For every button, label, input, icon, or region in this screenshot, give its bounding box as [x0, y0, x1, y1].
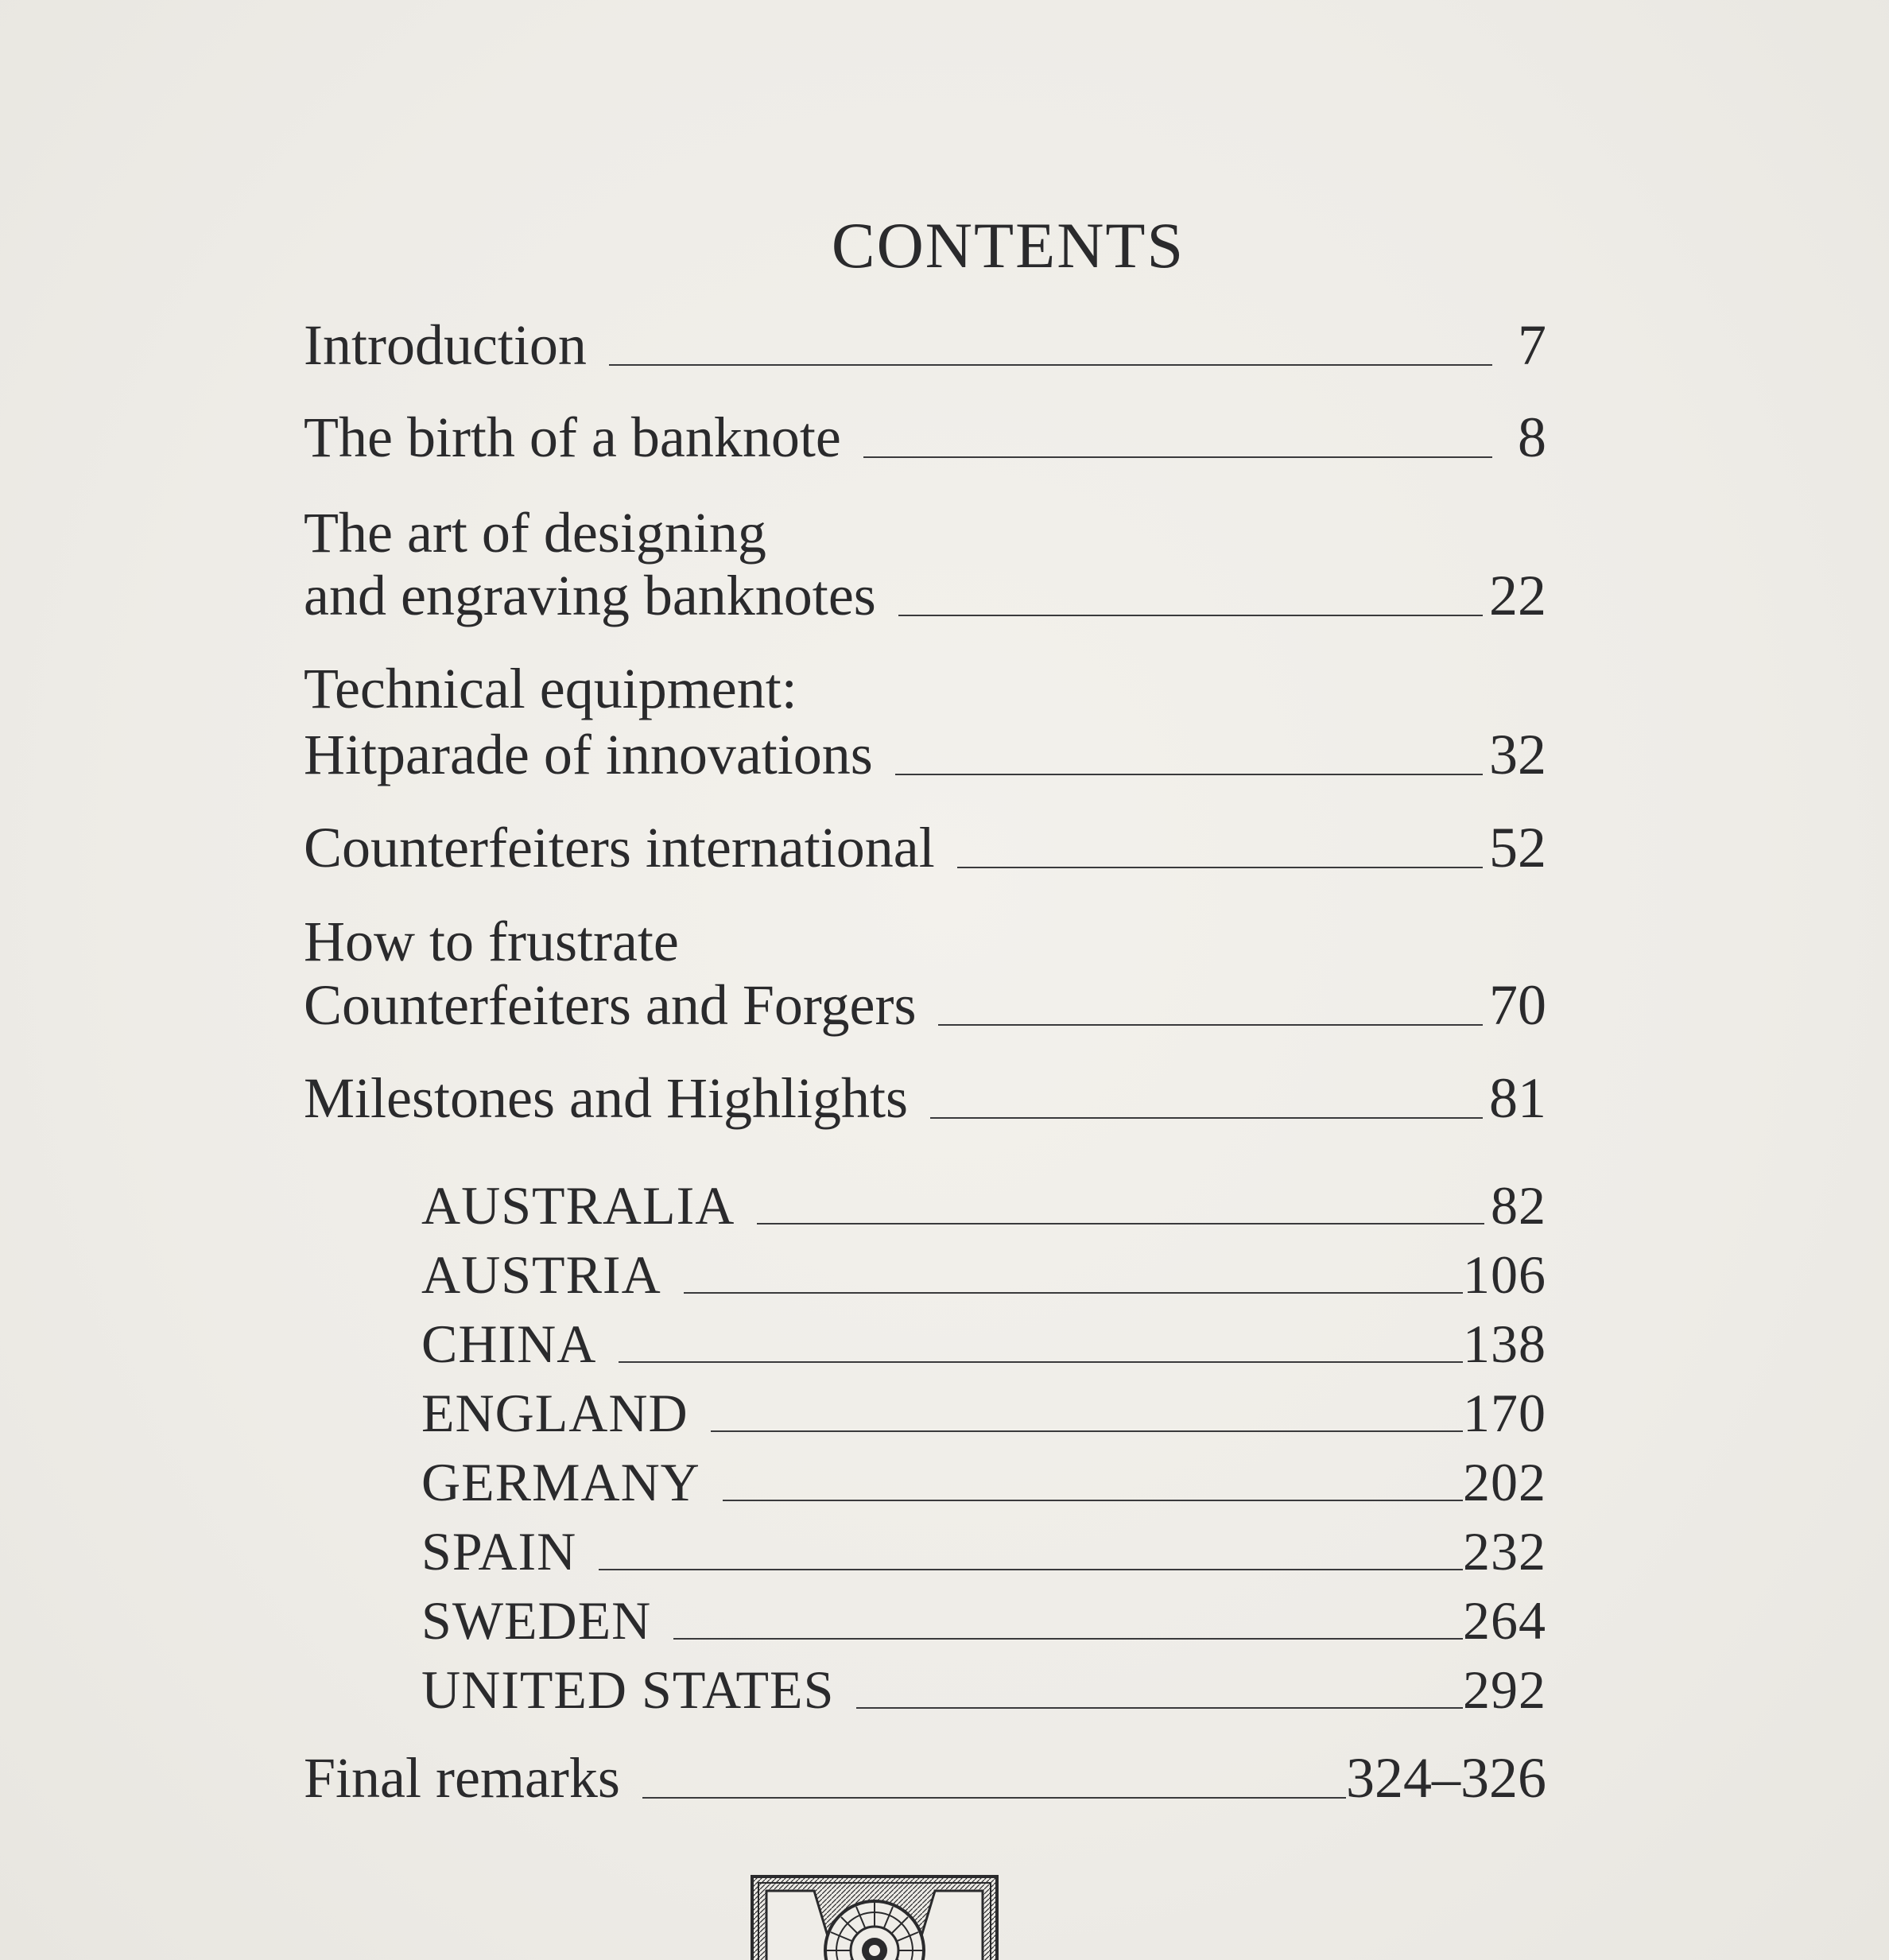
toc-subentry-label: UNITED STATES — [421, 1659, 835, 1720]
rosette-ornament-icon — [751, 1875, 999, 1960]
toc-entry-milestones[interactable] — [304, 1066, 1546, 1130]
toc-entry-page: 324–326 — [1346, 1746, 1546, 1810]
toc-subentry-label: AUSTRALIA — [421, 1175, 735, 1236]
leader-line — [684, 1292, 1463, 1294]
toc-entry-page: 8 — [1518, 406, 1546, 469]
toc-entry-label-line1: The art of designing — [304, 501, 766, 565]
leader-line — [898, 615, 1483, 616]
toc-subentry-page: 292 — [1463, 1659, 1546, 1720]
toc-entry-page: 81 — [1489, 1066, 1546, 1130]
toc-entry-page: 32 — [1489, 723, 1546, 786]
leader-line — [957, 867, 1483, 868]
toc-subentry-label: CHINA — [421, 1314, 597, 1374]
toc-entry-art-of-designing[interactable] — [304, 564, 1546, 627]
toc-subentry-england[interactable] — [421, 1383, 1546, 1443]
leader-line — [609, 364, 1492, 366]
toc-entry-page: 7 — [1518, 313, 1546, 377]
toc-entry-label: Introduction — [304, 313, 587, 377]
toc-entry-label: Counterfeiters and Forgers — [304, 973, 917, 1037]
toc-entry-final-remarks[interactable] — [304, 1746, 1546, 1810]
toc-subentry-page: 170 — [1463, 1383, 1546, 1443]
toc-entry-label: and engraving banknotes — [304, 564, 876, 627]
toc-entry-frustrate-counterfeiters[interactable] — [304, 973, 1546, 1037]
leader-line — [642, 1797, 1346, 1799]
toc-subentry-label: GERMANY — [421, 1452, 700, 1512]
toc-entry-label: Milestones and Highlights — [304, 1066, 908, 1130]
toc-entry-page: 22 — [1489, 564, 1546, 627]
leader-line — [856, 1707, 1463, 1709]
toc-entry-page: 70 — [1489, 973, 1546, 1037]
leader-line — [757, 1223, 1484, 1225]
toc-subentry-page: 106 — [1463, 1244, 1546, 1305]
leader-line — [711, 1430, 1463, 1432]
toc-subentry-page: 138 — [1463, 1314, 1546, 1374]
leader-line — [673, 1638, 1463, 1640]
toc-entry-label: The birth of a banknote — [304, 406, 841, 469]
toc-subentry-page: 264 — [1463, 1590, 1546, 1651]
toc-subentry-page: 232 — [1463, 1521, 1546, 1582]
toc-entry-label-line1: How to frustrate — [304, 910, 679, 973]
toc-entry-technical-equipment[interactable] — [304, 723, 1546, 786]
leader-line — [930, 1117, 1483, 1119]
toc-entry-label: Counterfeiters international — [304, 816, 935, 879]
toc-entry-label: Hitparade of innovations — [304, 723, 873, 786]
toc-entry-label: Final remarks — [304, 1746, 620, 1810]
toc-subentry-austria[interactable] — [421, 1244, 1546, 1305]
toc-subentry-page: 202 — [1463, 1452, 1546, 1512]
toc-subentry-label: SPAIN — [421, 1521, 577, 1582]
toc-subentry-spain[interactable] — [421, 1521, 1546, 1582]
toc-entry-birth-of-banknote[interactable] — [304, 406, 1546, 469]
toc-entry-counterfeiters-international[interactable] — [304, 816, 1546, 879]
toc-subentry-page: 82 — [1491, 1175, 1546, 1236]
toc-entry-introduction[interactable] — [304, 313, 1546, 377]
leader-line — [895, 774, 1483, 775]
toc-subentry-label: AUSTRIA — [421, 1244, 661, 1305]
toc-subentry-label: ENGLAND — [421, 1383, 688, 1443]
contents-title: CONTENTS — [831, 209, 1185, 281]
toc-subentry-label: SWEDEN — [421, 1590, 652, 1651]
leader-line — [723, 1500, 1463, 1501]
toc-entry-label-line1: Technical equipment: — [304, 657, 797, 720]
leader-line — [619, 1361, 1463, 1363]
toc-subentry-australia[interactable] — [421, 1175, 1546, 1236]
leader-line — [863, 456, 1492, 458]
toc-subentry-china[interactable] — [421, 1314, 1546, 1374]
toc-subentry-germany[interactable] — [421, 1452, 1546, 1512]
leader-line — [599, 1569, 1463, 1570]
toc-subentry-united-states[interactable] — [421, 1659, 1546, 1720]
toc-subentry-sweden[interactable] — [421, 1590, 1546, 1651]
toc-entry-page: 52 — [1489, 816, 1546, 879]
leader-line — [938, 1024, 1483, 1026]
